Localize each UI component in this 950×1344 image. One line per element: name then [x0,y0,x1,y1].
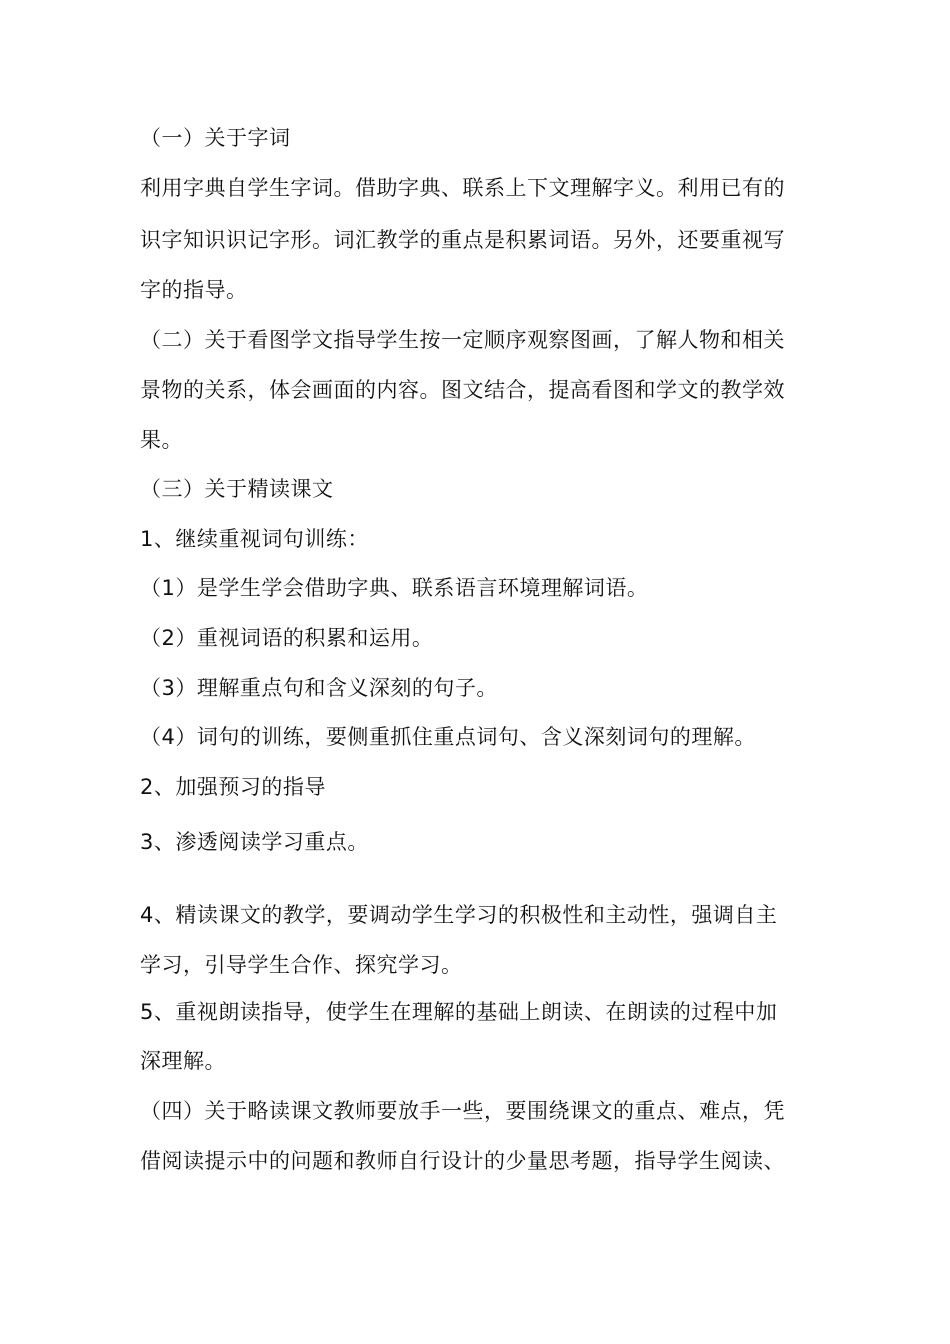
section-heading-3: （三）关于精读课文 [140,477,334,501]
paragraph-line: 借阅读提示中的问题和教师自行设计的少量思考题，指导学生阅读、 [140,1149,785,1173]
paragraph-line: 果。 [140,428,183,452]
section-heading-4: （四）关于略读课文教师要放手一些，要围绕课文的重点、难点，凭 [140,1099,785,1123]
sub-list-item: （4）词句的训练，要侧重抓住重点词句、含义深刻词句的理解。 [140,725,756,749]
paragraph-line: 字的指导。 [140,278,248,302]
list-item: 3、渗透阅读学习重点。 [140,830,369,854]
paragraph-line: 深理解。 [140,1049,226,1073]
section-heading-2: （二）关于看图学文指导学生按一定顺序观察图画，了解人物和相关 [140,328,785,352]
paragraph-line: 景物的关系，体会画面的内容。图文结合，提高看图和学文的教学效 [140,378,785,402]
list-item: 5、重视朗读指导，使学生在理解的基础上朗读、在朗读的过程中加 [140,1000,778,1024]
sub-list-item: （1）是学生学会借助字典、联系语言环境理解词语。 [140,576,649,600]
sub-list-item: （2）重视词语的积累和运用。 [140,626,434,650]
paragraph-line: 学习，引导学生合作、探究学习。 [140,953,463,977]
section-heading-1: （一）关于字词 [140,126,291,150]
sub-list-item: （3）理解重点句和含义深刻的句子。 [140,676,498,700]
list-item: 1、继续重视词句训练： [140,527,369,551]
list-item: 2、加强预习的指导 [140,775,326,799]
list-item: 4、精读课文的教学，要调动学生学习的积极性和主动性，强调自主 [140,903,778,927]
paragraph-line: 利用字典自学生字词。借助字典、联系上下文理解字义。利用已有的 [140,176,785,200]
paragraph-line: 识字知识识记字形。词汇教学的重点是积累词语。另外，还要重视写 [140,228,785,252]
